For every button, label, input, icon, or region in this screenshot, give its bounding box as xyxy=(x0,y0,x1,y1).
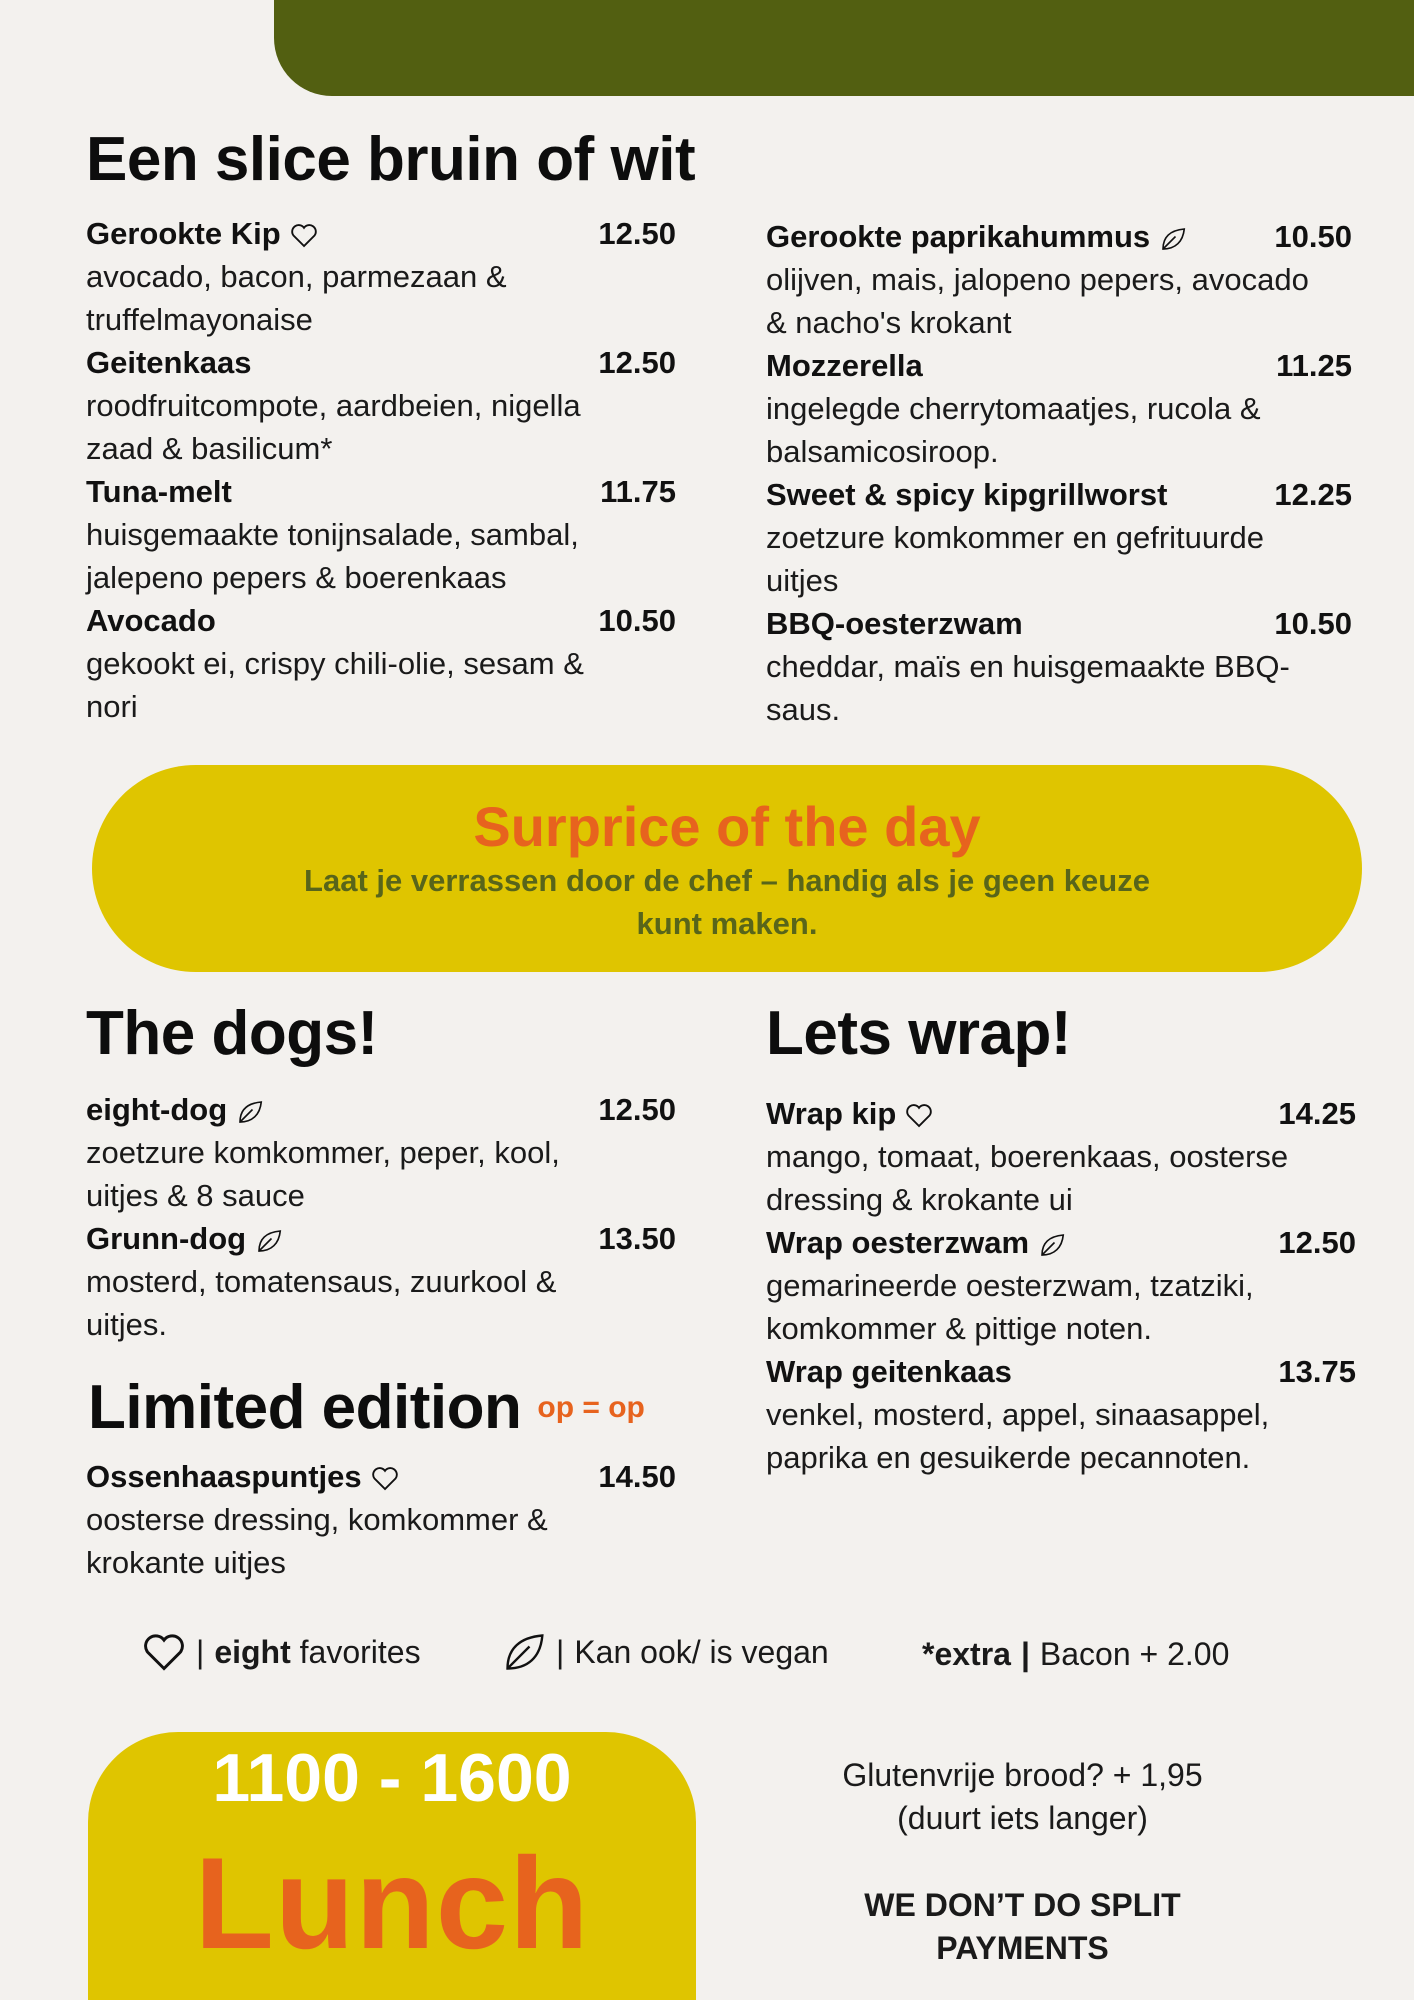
legend-vegan xyxy=(502,1630,829,1674)
top-decor-bar xyxy=(274,0,1414,96)
item-description: paprika en gesuikerde pecannoten. xyxy=(766,1440,1251,1475)
item-name: Wrap oesterzwam xyxy=(766,1225,1030,1260)
split-line: WE DON’T DO SPLIT xyxy=(864,1887,1181,1923)
legend-favorites-text: favorites xyxy=(299,1633,421,1670)
item-description: oosterse dressing, komkommer & xyxy=(86,1502,548,1537)
leaf-icon xyxy=(502,1630,546,1674)
item-name: Sweet & spicy kipgrillworst xyxy=(766,477,1168,512)
section-title-dogs: The dogs! xyxy=(86,999,378,1068)
item-name: Mozzerella xyxy=(766,348,923,383)
limited-tag: op = op xyxy=(537,1390,645,1424)
menu-item xyxy=(86,470,676,599)
item-name: BBQ-oesterzwam xyxy=(766,606,1023,641)
limited-edition-heading xyxy=(88,1372,645,1443)
item-price: 12.50 xyxy=(1278,1225,1356,1260)
item-description: uitjes xyxy=(766,563,839,598)
section-title-wraps: Lets wrap! xyxy=(766,999,1072,1068)
menu-item xyxy=(766,215,1352,344)
item-description: komkommer & pittige noten. xyxy=(766,1311,1152,1346)
item-description: ingelegde cherrytomaatjes, rucola & xyxy=(766,391,1261,426)
slices-left-column xyxy=(86,212,676,728)
lunch-title: Lunch xyxy=(194,1830,590,1976)
item-description: zoetzure komkommer en gefrituurde xyxy=(766,520,1264,555)
banner-subtitle: kunt maken. xyxy=(636,906,818,941)
lunch-hours: 1100 - 1600 xyxy=(212,1740,572,1816)
item-price: 11.25 xyxy=(1276,348,1352,383)
item-price: 10.50 xyxy=(1274,219,1352,254)
item-price: 12.50 xyxy=(598,216,676,251)
legend-favorites-bold: eight xyxy=(214,1633,291,1670)
dogs-column xyxy=(86,1088,676,1346)
item-description: venkel, mosterd, appel, sinaasappel, xyxy=(766,1397,1270,1432)
leaf-icon xyxy=(254,1224,284,1254)
legend-vegan-text: Kan ook/ is vegan xyxy=(574,1633,829,1670)
item-description: roodfruitcompote, aardbeien, nigella xyxy=(86,388,581,423)
item-description: zaad & basilicum* xyxy=(86,431,333,466)
legend-separator: | xyxy=(196,1633,205,1670)
menu-item xyxy=(766,1221,1356,1350)
section-title-limited: Limited edition xyxy=(88,1373,522,1442)
leaf-icon xyxy=(235,1095,265,1125)
lunch-hours-box xyxy=(88,1732,696,2000)
banner-title: Surprice of the day xyxy=(473,795,981,858)
item-description: olijven, mais, jalopeno pepers, avocado xyxy=(766,262,1309,297)
item-description: mosterd, tomatensaus, zuurkool & xyxy=(86,1264,557,1299)
menu-item xyxy=(766,1350,1356,1479)
slices-right-column xyxy=(766,215,1352,731)
item-name: Avocado xyxy=(86,603,216,638)
menu-item xyxy=(766,1092,1356,1221)
limited-column xyxy=(86,1455,676,1584)
legend-favorites xyxy=(142,1630,421,1674)
legend-separator: | xyxy=(556,1633,565,1670)
item-price: 11.75 xyxy=(600,474,676,509)
item-name: Gerookte paprikahummus xyxy=(766,219,1151,254)
item-description: dressing & krokante ui xyxy=(766,1182,1073,1217)
menu-item xyxy=(86,599,676,728)
item-price: 12.25 xyxy=(1274,477,1352,512)
item-name: Grunn-dog xyxy=(86,1221,247,1256)
menu-item xyxy=(86,212,676,341)
item-price: 10.50 xyxy=(1274,606,1352,641)
item-name: Tuna-melt xyxy=(86,474,232,509)
item-description: krokante uitjes xyxy=(86,1545,286,1580)
menu-item xyxy=(86,1088,676,1217)
legend-extra xyxy=(922,1636,1229,1673)
leaf-icon xyxy=(1037,1228,1067,1258)
item-description: truffelmayonaise xyxy=(86,302,313,337)
heart-icon xyxy=(904,1099,934,1129)
heart-icon xyxy=(289,219,319,249)
item-description: nori xyxy=(86,689,138,724)
item-description: uitjes & 8 sauce xyxy=(86,1178,305,1213)
surprise-banner xyxy=(92,765,1362,972)
split-line: PAYMENTS xyxy=(936,1930,1109,1966)
item-name: Ossenhaaspuntjes xyxy=(86,1459,362,1494)
menu-item xyxy=(86,1455,676,1584)
item-description: zoetzure komkommer, peper, kool, xyxy=(86,1135,560,1170)
item-description: jalepeno pepers & boerenkaas xyxy=(86,560,507,595)
wraps-column xyxy=(766,1092,1356,1479)
item-description: gekookt ei, crispy chili-olie, sesam & xyxy=(86,646,584,681)
legend-extra-text: Bacon + 2.00 xyxy=(1039,1636,1230,1672)
menu-item xyxy=(86,1217,676,1346)
menu-item xyxy=(766,344,1352,473)
item-name: Wrap geitenkaas xyxy=(766,1354,1012,1389)
banner-subtitle: Laat je verrassen door de chef – handig als je geen keuze xyxy=(304,863,1150,898)
menu-item xyxy=(766,473,1352,602)
item-description: mango, tomaat, boerenkaas, oosterse xyxy=(766,1139,1289,1174)
item-description: & nacho's krokant xyxy=(766,305,1012,340)
item-description: cheddar, maïs en huisgemaakte BBQ- xyxy=(766,649,1290,684)
item-description: avocado, bacon, parmezaan & xyxy=(86,259,507,294)
item-price: 12.50 xyxy=(598,345,676,380)
menu-item xyxy=(86,341,676,470)
gluten-line: (duurt iets langer) xyxy=(897,1800,1148,1836)
legend-extra-bold: *extra xyxy=(922,1636,1011,1672)
leaf-icon xyxy=(1158,222,1188,252)
item-name: Wrap kip xyxy=(766,1096,897,1131)
section-title-slices: Een slice bruin of wit xyxy=(86,125,696,194)
item-price: 14.25 xyxy=(1278,1096,1356,1131)
item-description: uitjes. xyxy=(86,1307,167,1342)
item-name: Gerookte Kip xyxy=(86,216,281,251)
gluten-note xyxy=(740,1754,1305,1840)
item-description: gemarineerde oesterzwam, tzatziki, xyxy=(766,1268,1254,1303)
item-price: 12.50 xyxy=(598,1092,676,1127)
item-price: 13.75 xyxy=(1278,1354,1356,1389)
split-payments-note xyxy=(740,1884,1305,1970)
item-description: huisgemaakte tonijnsalade, sambal, xyxy=(86,517,579,552)
item-description: saus. xyxy=(766,692,841,727)
menu-item xyxy=(766,602,1352,731)
heart-icon xyxy=(370,1462,400,1492)
item-price: 13.50 xyxy=(598,1221,676,1256)
item-price: 10.50 xyxy=(598,603,676,638)
item-name: eight-dog xyxy=(86,1092,228,1127)
item-description: balsamicosiroop. xyxy=(766,434,999,469)
gluten-line: Glutenvrije brood? + 1,95 xyxy=(842,1757,1203,1793)
item-price: 14.50 xyxy=(598,1459,676,1494)
legend-separator: | xyxy=(1020,1636,1030,1672)
heart-icon xyxy=(142,1630,186,1674)
item-name: Geitenkaas xyxy=(86,345,252,380)
